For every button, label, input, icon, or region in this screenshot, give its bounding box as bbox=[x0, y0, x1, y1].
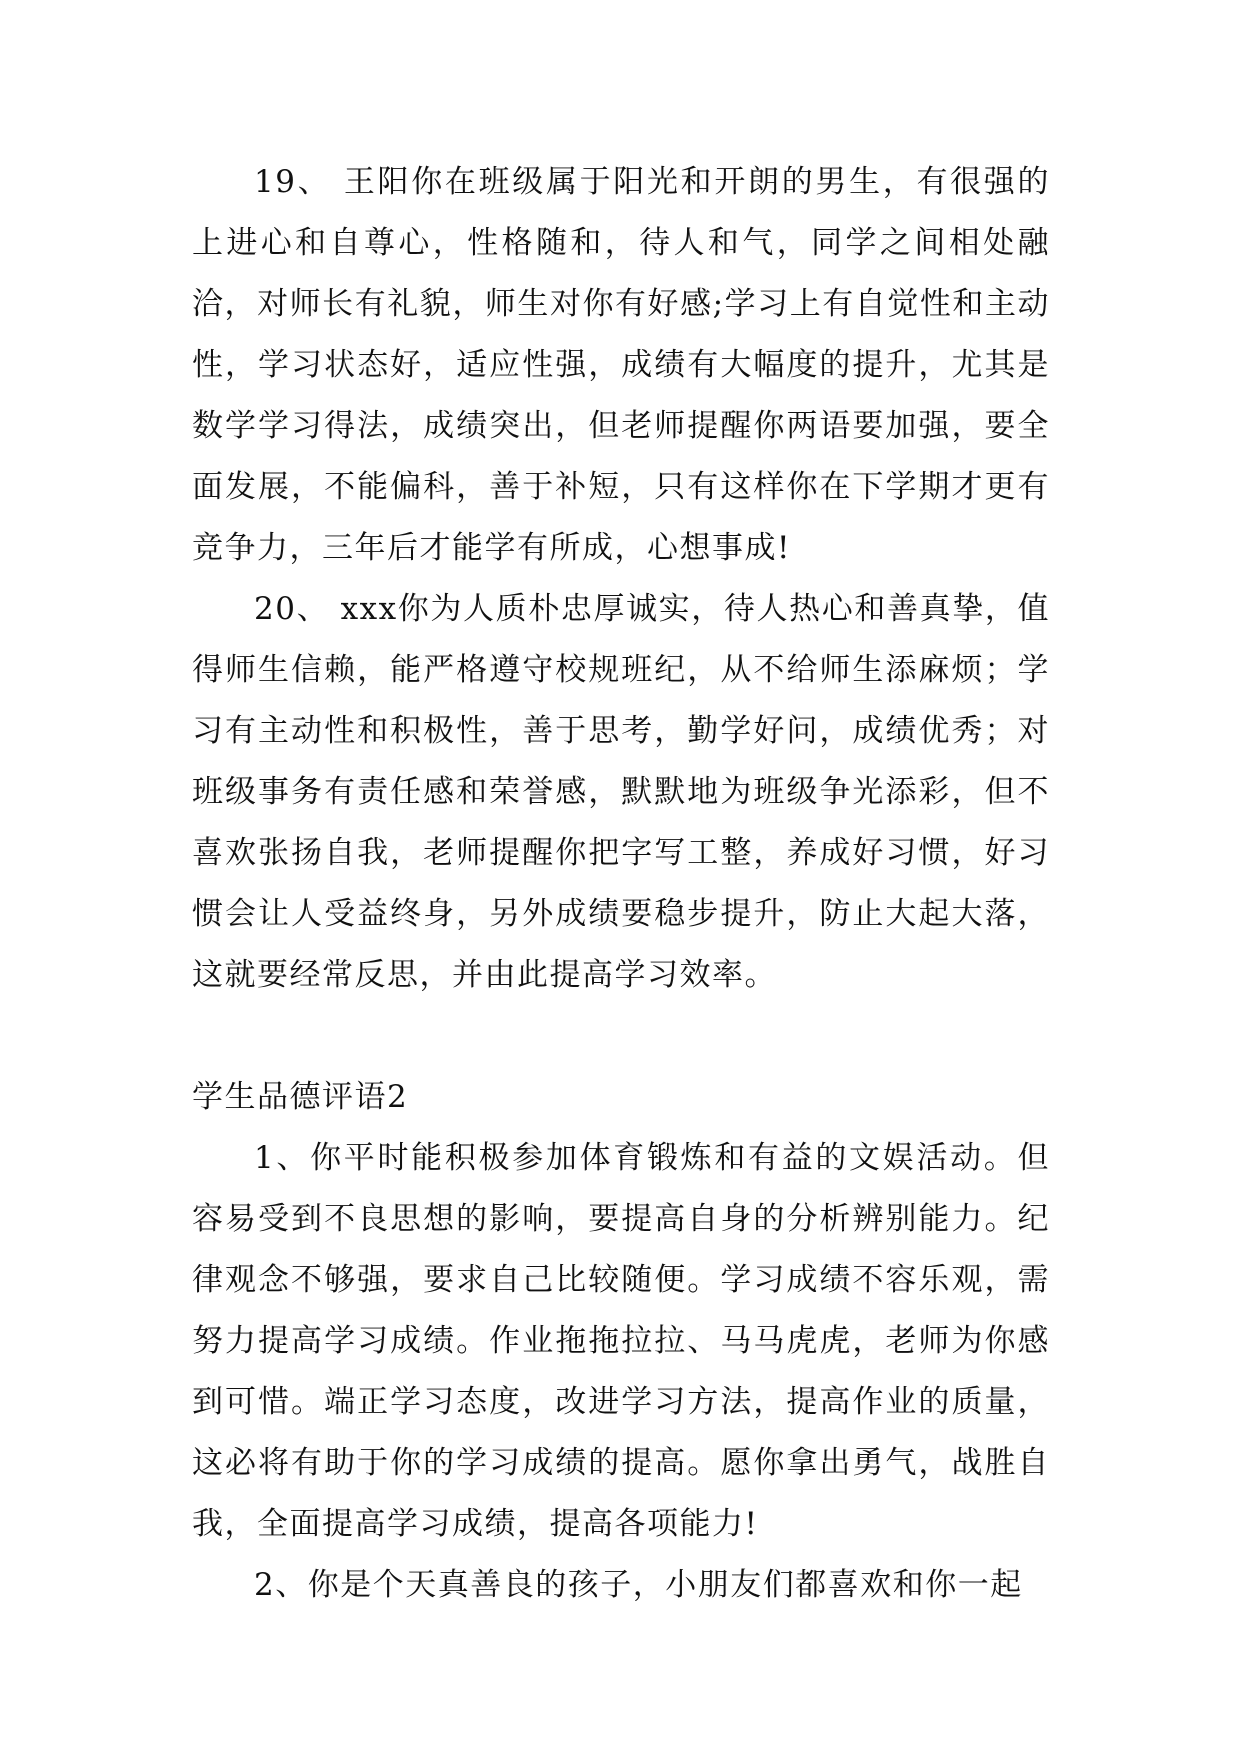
comment-paragraph-20: 20、 xxx你为人质朴忠厚诚实，待人热心和善真挚，值得师生信赖，能严格遵守校规班纪，从不给师生添麻烦；学习有主动性和积极性，善于思考，勤学好问，成绩优秀；对班级事务有责任感和荣誉感，默默地为班级争光添彩，但不喜欢张扬自我，老师提醒你把字写工整，养成好习惯，好习惯会让人受益终身，另外成绩要稳步提升，防止大起大落，这就要经常反思，并由此提高学习效率。 bbox=[192, 591, 1050, 993]
section-heading: 学生品德评语2 bbox=[192, 1079, 409, 1115]
document-page bbox=[192, 152, 1050, 1616]
comment-paragraph-19: 19、 王阳你在班级属于阳光和开朗的男生，有很强的上进心和自尊心，性格随和，待人和气，同学之间相处融洽，对师长有礼貌，师生对你有好感;学习上有自觉性和主动性，学习状态好，适应性强，成绩有大幅度的提升，尤其是数学学习得法，成绩突出，但老师提醒你两语要加强，要全面发展，不能偏科，善于补短，只有这样你在下学期才更有竞争力，三年后才能学有所成，心想事成! bbox=[192, 164, 1050, 566]
comment-paragraph-1: 1、你平时能积极参加体育锻炼和有益的文娱活动。但容易受到不良思想的影响，要提高自身的分析辨别能力。纪律观念不够强，要求自己比较随便。学习成绩不容乐观，需努力提高学习成绩。作业拖拖拉拉、马马虎虎，老师为你感到可惜。端正学习态度，改进学习方法，提高作业的质量，这必将有助于你的学习成绩的提高。愿你拿出勇气，战胜自我，全面提高学习成绩，提高各项能力! bbox=[192, 1140, 1050, 1542]
comment-paragraph-2: 2、你是个天真善良的孩子，小朋友们都喜欢和你一起 bbox=[254, 1567, 1023, 1603]
section-spacer bbox=[192, 1006, 1050, 1067]
